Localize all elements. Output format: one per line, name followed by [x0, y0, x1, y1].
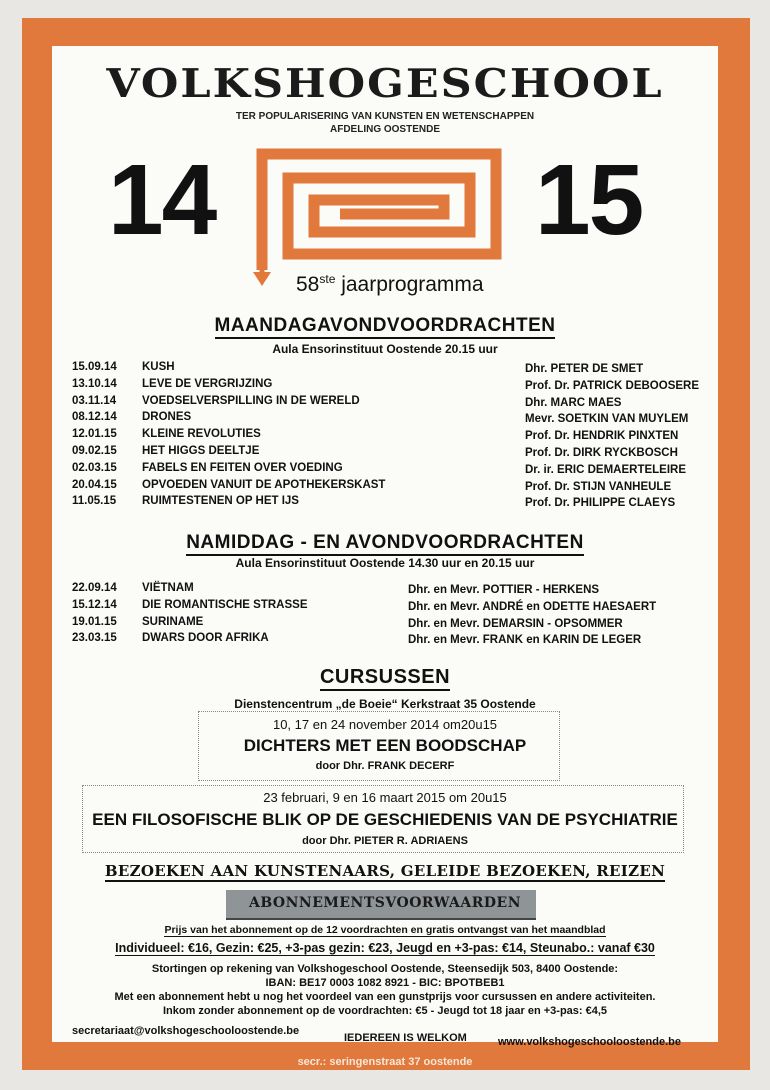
footer-email[interactable]: secretariaat@volkshogeschooloostende.be	[72, 1025, 300, 1037]
footer-website[interactable]: www.volkshogeschooloostende.be	[498, 1036, 681, 1048]
lecture-speaker: Dhr. PETER DE SMET	[525, 363, 644, 375]
subscription-line-3: Stortingen op rekening van Volkshogeschool Oostende, Steensedijk 503, 8400 Oostende:	[151, 963, 619, 975]
program-sup: ste	[319, 272, 336, 286]
lecture-topic: HET HIGGS DEELTJE	[142, 445, 260, 457]
visits-heading-text: BEZOEKEN AAN KUNSTENAARS, GELEIDE BEZOEKEN, REIZEN	[104, 862, 666, 880]
lecture-topic: FABELS EN FEITEN OVER VOEDING	[142, 461, 343, 474]
course-1-dates: 10, 17 en 24 november 2014 om20u15	[272, 717, 498, 732]
course-2-dates: 23 februari, 9 en 16 maart 2015 om 20u15	[263, 790, 507, 805]
lecture-speaker: Prof. Dr. PATRICK DEBOOSERE	[525, 379, 700, 392]
lecture-date: 22.09.14	[72, 582, 117, 594]
subscription-iban: IBAN: BE17 0003 1082 8921 - BIC: BPOTBEB1	[265, 977, 505, 989]
lecture-speaker: Dhr. en Mevr. ANDRÉ en ODETTE HAESAERT	[408, 600, 657, 613]
lecture-date: 23.03.15	[72, 632, 117, 645]
lecture-speaker: Prof. Dr. STIJN VANHEULE	[525, 480, 672, 493]
lecture-speaker: Mevr. SOETKIN VAN MUYLEM	[525, 413, 689, 426]
lecture-date: 09.02.15	[72, 445, 117, 457]
afternoon-heading-text: NAMIDDAG - EN AVONDVOORDRACHTEN	[186, 532, 584, 556]
lecture-speaker: Dhr. en Mevr. DEMARSIN - OPSOMMER	[408, 617, 623, 630]
subscription-prices	[0, 941, 770, 955]
footer-welcome: IEDEREEN IS WELKOM	[344, 1032, 467, 1044]
monday-heading	[0, 315, 770, 337]
lecture-topic: DWARS DOOR AFRIKA	[142, 632, 269, 645]
lecture-topic: OPVOEDEN VANUIT DE APOTHEKERSKAST	[142, 478, 386, 491]
lecture-date: 19.01.15	[72, 615, 117, 628]
lecture-topic: DRONES	[142, 411, 192, 424]
lecture-topic: KUSH	[142, 361, 175, 373]
lecture-date: 13.10.14	[72, 377, 117, 390]
lecture-date: 08.12.14	[72, 411, 117, 424]
subscription-heading: ABONNEMENTSVOORWAARDEN	[248, 895, 522, 911]
lecture-topic: RUIMTESTENEN OP HET IJS	[142, 495, 299, 508]
lecture-topic: VOEDSELVERSPILLING IN DE WERELD	[142, 394, 360, 407]
lecture-date: 15.09.14	[72, 361, 117, 373]
program-number: 58	[296, 273, 320, 296]
lecture-topic: VIËTNAM	[142, 582, 194, 594]
courses-place: Dienstencentrum „de Boeie“ Kerkstraat 35 Oostende	[234, 697, 536, 711]
subscription-line-1-text: Prijs van het abonnement op de 12 voordrachten en gratis ontvangst van het maandblad	[164, 924, 606, 936]
lecture-speaker: Prof. Dr. HENDRIK PINXTEN	[525, 430, 679, 443]
subtitle-line-1: TER POPULARISERING VAN KUNSTEN EN WETENSCHAPPEN	[235, 111, 535, 122]
lecture-topic: KLEINE REVOLUTIES	[142, 428, 261, 441]
course-1-title: DICHTERS MET EEN BOODSCHAP	[243, 736, 527, 755]
lecture-date: 11.05.15	[72, 495, 117, 508]
subscription-line-5: Met een abonnement hebt u nog het voordeel van een gunstprijs voor cursussen en andere activiteiten.	[114, 991, 656, 1003]
visits-heading	[0, 862, 770, 880]
subscription-prices-text: Individueel: €16, Gezin: €25, +3-pas gezin: €23, Jeugd en +3-pas: €14, Steunabo.: vanaf €30	[115, 941, 655, 955]
subtitle-line-2: AFDELING OOSTENDE	[329, 124, 440, 135]
courses-heading-text: CURSUSSEN	[320, 666, 450, 691]
lecture-topic: LEVE DE VERGRIJZING	[142, 377, 273, 390]
lecture-date: 15.12.14	[72, 598, 117, 611]
monday-heading-text: MAANDAGAVONDVOORDRACHTEN	[215, 315, 556, 339]
afternoon-place: Aula Ensorinstituut Oostende 14.30 uur en 20.15 uur	[235, 556, 535, 570]
footer-address: secr.: seringenstraat 37 oostende	[297, 1056, 473, 1068]
year-left: 14	[108, 144, 216, 256]
lecture-speaker: Dhr. en Mevr. FRANK en KARIN DE LEGER	[408, 634, 642, 647]
poster-title: VOLKSHOGESCHOOL	[106, 61, 664, 107]
subscription-line-1	[0, 924, 770, 936]
spiral-logo-icon	[248, 146, 510, 288]
lecture-speaker: Prof. Dr. DIRK RYCKBOSCH	[525, 447, 678, 459]
courses-heading	[0, 666, 770, 689]
lecture-date: 03.11.14	[72, 394, 117, 407]
lecture-date: 02.03.15	[72, 461, 117, 474]
monday-place: Aula Ensorinstituut Oostende 20.15 uur	[272, 342, 498, 356]
lecture-speaker: Dhr. MARC MAES	[525, 396, 622, 409]
lecture-date: 12.01.15	[72, 428, 117, 441]
lecture-speaker: Prof. Dr. PHILIPPE CLAEYS	[525, 497, 676, 510]
course-1-by: door Dhr. FRANK DECERF	[315, 760, 455, 772]
program-edition	[296, 272, 484, 297]
lecture-topic: SURINAME	[142, 615, 204, 628]
lecture-date: 20.04.15	[72, 478, 117, 491]
lecture-speaker: Dr. ir. ERIC DEMAERTELEIRE	[525, 463, 687, 476]
course-2-by: door Dhr. PIETER R. ADRIAENS	[302, 835, 468, 847]
afternoon-heading	[0, 532, 770, 554]
year-right: 15	[535, 144, 643, 256]
program-suffix: jaarprogramma	[335, 273, 484, 296]
course-2-title: EEN FILOSOFISCHE BLIK OP DE GESCHIEDENIS VAN DE PSYCHIATRIE	[92, 810, 678, 829]
lecture-speaker: Dhr. en Mevr. POTTIER - HERKENS	[408, 584, 600, 596]
lecture-topic: DIE ROMANTISCHE STRASSE	[142, 598, 308, 611]
subscription-line-6: Inkom zonder abonnement op de voordrachten: €5 - Jeugd tot 18 jaar en +3-pas: €4,5	[162, 1005, 608, 1017]
